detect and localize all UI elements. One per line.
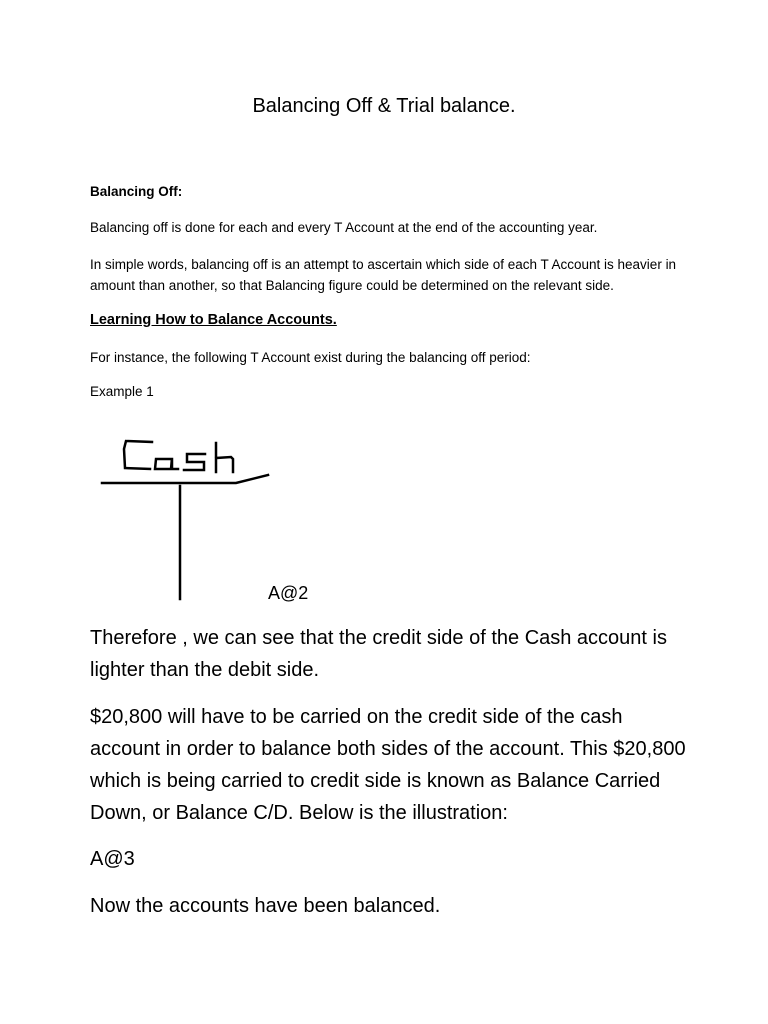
handwriting-letter-h [216,443,233,472]
image-ref-2: A@3 [90,848,135,870]
paragraph-5: $20,800 will have to be carried on the credit side of the cash account in order to balance both sides of the account. This $20,800 which is being carried to credit side is known as Balance Carried Down, or Balance C/D. Below is the illustration: [90,706,686,824]
paragraph-3: For instance, the following T Account exist during the balancing off period: [90,350,531,365]
paragraph-6: Now the accounts have been balanced. [90,895,441,917]
handwriting-letter-c [124,441,152,469]
section-heading: Balancing Off: [90,184,183,199]
paragraph-1: Balancing off is done for each and every T Account at the end of the accounting year. [90,220,598,235]
t-account-top-bar [102,475,268,483]
paragraph-4: Therefore , we can see that the credit side of the Cash account is lighter than the debit side. [90,627,667,681]
page-title: Balancing Off & Trial balance. [252,95,516,117]
paragraph-2: In simple words, balancing off is an attempt to ascertain which side of each T Account is heavier in amount than another, so that Balancing figure could be determined on the relevant side. [90,257,677,293]
learning-heading: Learning How to Balance Accounts. [90,312,337,328]
image-ref-1: A@2 [268,583,309,603]
handwriting-letter-a [155,458,178,469]
example-label: Example 1 [90,384,154,399]
handwriting-letter-s [184,454,205,470]
